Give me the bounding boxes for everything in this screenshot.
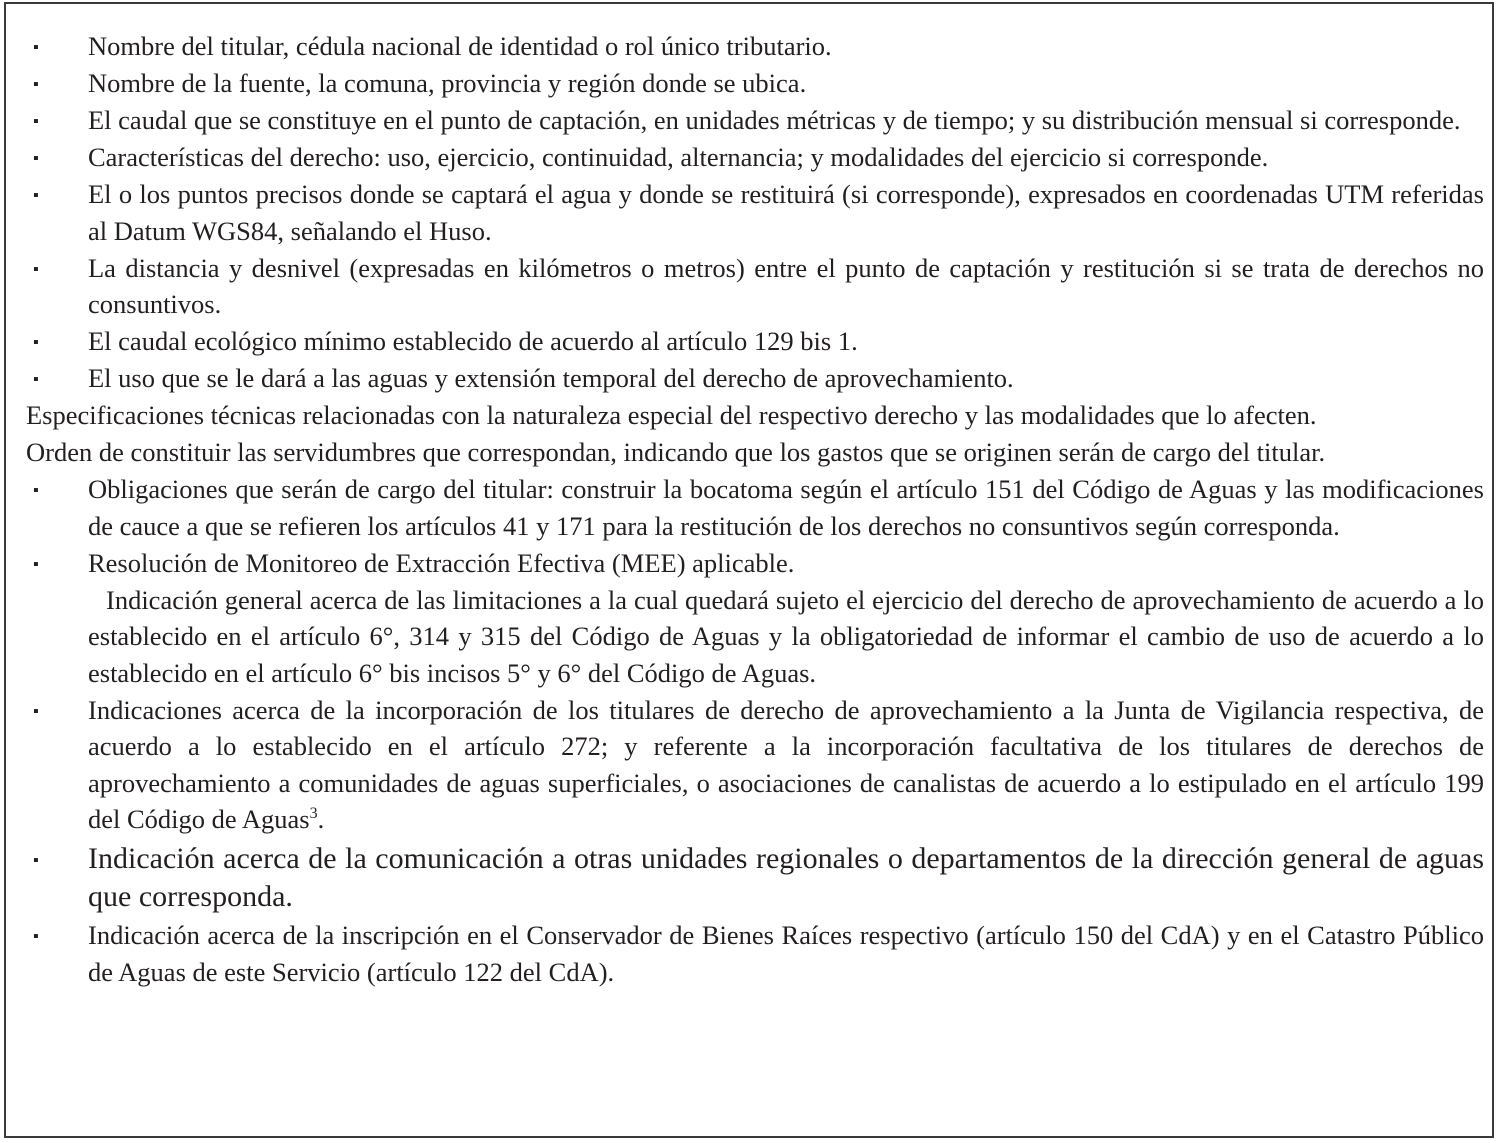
list-item-text: Indicación acerca de la inscripción en el Conservador de Bienes Raíces respectivo (artículo 150 del CdA) y en el Catastro Público de Aguas de este Servicio (artículo 122 del CdA). bbox=[88, 920, 1484, 987]
list-item-text: Resolución de Monitoreo de Extracción Efectiva (MEE) aplicable. bbox=[88, 547, 795, 578]
list-item bbox=[26, 250, 1484, 323]
list-item bbox=[26, 102, 1484, 139]
list-item bbox=[26, 28, 1484, 65]
bullet-icon: ▪ bbox=[33, 334, 39, 351]
list-item-text: El caudal ecológico mínimo establecido de acuerdo al artículo 129 bis 1. bbox=[88, 326, 858, 356]
list-item bbox=[26, 323, 1484, 360]
list-item bbox=[26, 360, 1484, 397]
paragraph-specifications: Especificaciones técnicas relacionadas con la naturaleza especial del respectivo derecho y las modalidades que lo afecten. bbox=[26, 400, 1317, 430]
list-item-text: El uso que se le dará a las aguas y extensión temporal del derecho de aprovechamiento. bbox=[88, 363, 1014, 393]
list-item-text: Indicaciones acerca de la incorporación de los titulares de derecho de aprovechamiento a la Junta de Vigilancia respectiva, de acuerdo a lo establecido en el artículo 272; y referente a la incorporación facultativa de los titulares de derechos de aprovechamiento a comunidades de aguas superficiales, o asociaciones de canalistas de acuerdo a lo estipulado en el artículo 199 del Código de Aguas bbox=[88, 694, 1484, 834]
list-item-text: La distancia y desnivel (expresadas en kilómetros o metros) entre el punto de captación y restitución si se trata de derechos no consuntivos. bbox=[88, 252, 1484, 319]
list-item-text: Características del derecho: uso, ejercicio, continuidad, alternancia; y modalidades del ejercicio si corresponde. bbox=[88, 142, 1269, 172]
list-item bbox=[26, 545, 1484, 582]
list-item bbox=[26, 176, 1484, 249]
list-item-tail: . bbox=[317, 804, 325, 834]
paragraph-servidumbres: Orden de constituir las servidumbres que correspondan, indicando que los gastos que se originen serán de cargo del titular. bbox=[26, 437, 1326, 467]
list-item-large bbox=[26, 840, 1484, 917]
list-item-text: El caudal que se constituye en el punto de captación, en unidades métricas y de tiempo; y su distribución mensual si corresponde. bbox=[88, 105, 1461, 135]
bullet-icon: ▪ bbox=[33, 39, 39, 56]
bullet-icon: ▪ bbox=[33, 76, 39, 93]
footnote-marker: 3 bbox=[309, 805, 318, 823]
bullet-icon: ▪ bbox=[33, 113, 39, 130]
bullet-icon: ▪ bbox=[33, 260, 39, 278]
list-item bbox=[26, 471, 1484, 544]
bullet-icon: ▪ bbox=[33, 702, 39, 720]
bullet-icon: ▪ bbox=[33, 851, 39, 869]
list-item bbox=[26, 139, 1484, 176]
list-item-text: El o los puntos precisos donde se captará el agua y donde se restituirá (si corresponde), expresados en coordenadas UTM referidas al Datum WGS84, señalando el Huso. bbox=[88, 179, 1484, 246]
bullet-icon: ▪ bbox=[33, 150, 39, 167]
bullet-icon: ▪ bbox=[33, 187, 39, 204]
requirements-list bbox=[26, 28, 1484, 991]
list-item-text: Nombre de la fuente, la comuna, provincia y región donde se ubica. bbox=[88, 68, 807, 98]
list-item-text: Obligaciones que serán de cargo del titular: construir la bocatoma según el artículo 151 del Código de Aguas y las modificaciones de cauce a que se refieren los artículos 41 y 171 para la restitución de los derechos no consuntivos según corresponda. bbox=[88, 474, 1484, 541]
bullet-icon: ▪ bbox=[33, 482, 39, 499]
list-item-text: Indicación acerca de la comunicación a otras unidades regionales o departamentos de la dirección general de aguas que corresponda. bbox=[88, 841, 1484, 913]
document-frame bbox=[4, 2, 1494, 1138]
list-item bbox=[26, 917, 1484, 990]
bullet-icon: ▪ bbox=[33, 555, 39, 573]
list-item bbox=[26, 65, 1484, 102]
paragraph-limitaciones: Indicación general acerca de las limitaciones a la cual quedará sujeto el ejercicio del derecho de aprovechamiento de acuerdo a lo establecido en el artículo 6°, 314 y 315 del Código de Aguas y la obligatoriedad de informar el cambio de uso de acuerdo a lo establecido en el artículo 6° bis incisos 5° y 6° del Código de Aguas. bbox=[88, 584, 1484, 688]
list-item-text: Nombre del titular, cédula nacional de identidad o rol único tributario. bbox=[88, 31, 832, 61]
bullet-icon: ▪ bbox=[33, 371, 39, 388]
list-item bbox=[26, 692, 1484, 838]
bullet-icon: ▪ bbox=[33, 928, 39, 945]
